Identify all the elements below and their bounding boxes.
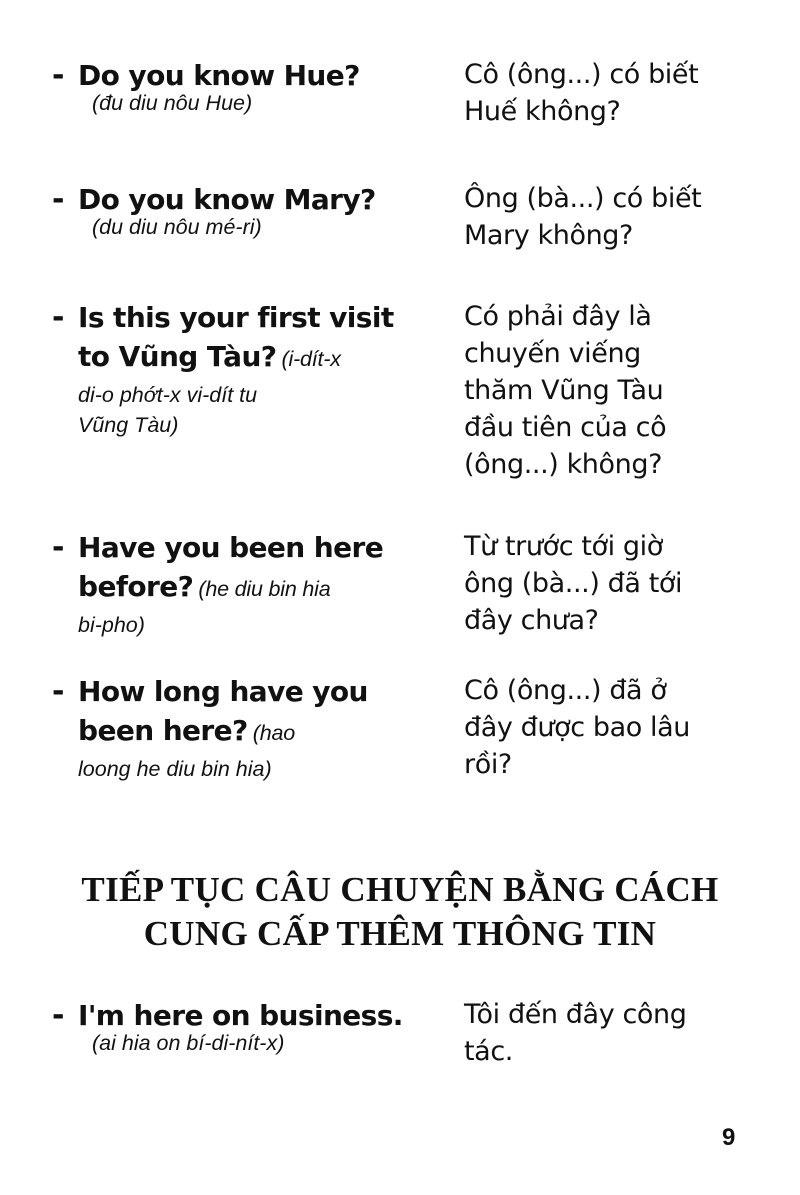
vietnamese-translation bbox=[464, 180, 764, 254]
pronunciation: (ai hia on bí-di-nít-x) bbox=[92, 1031, 285, 1055]
english-text: Have you been here bbox=[78, 531, 384, 564]
english-phrase bbox=[78, 996, 448, 1057]
heading-line: TIẾP TỤC CÂU CHUYỆN BẰNG CÁCH bbox=[81, 870, 719, 909]
english-text: Is this your first visit bbox=[78, 301, 394, 334]
english-text: Do you know Mary? bbox=[78, 183, 376, 216]
vietnamese-translation bbox=[464, 298, 764, 483]
vietnamese-line: Ông (bà...) có biết bbox=[464, 183, 702, 214]
vietnamese-line: Tôi đến đây công bbox=[464, 999, 687, 1030]
vietnamese-line: Cô (ông...) đã ở bbox=[464, 675, 667, 706]
vietnamese-line: ông (bà...) đã tới bbox=[464, 568, 683, 599]
vietnamese-line: tác. bbox=[464, 1036, 513, 1067]
bullet-dash: - bbox=[52, 530, 65, 565]
bullet-dash: - bbox=[52, 58, 65, 93]
vietnamese-line: chuyến viếng bbox=[464, 338, 641, 369]
vietnamese-translation bbox=[464, 672, 764, 783]
vietnamese-line: Huế không? bbox=[464, 96, 621, 127]
english-text: Do you know Hue? bbox=[78, 59, 360, 92]
pronunciation-continued: Vũng Tàu) bbox=[78, 413, 179, 437]
section-heading bbox=[0, 868, 800, 956]
pronunciation-continued: di-o phớt-x vi-dít tu bbox=[78, 383, 258, 407]
pronunciation: (he diu bin hia bbox=[198, 577, 331, 601]
english-phrase bbox=[78, 298, 458, 440]
pronunciation: (hao bbox=[252, 721, 295, 745]
vietnamese-line: đây được bao lâu bbox=[464, 712, 690, 743]
page-number: 9 bbox=[722, 1124, 736, 1151]
english-phrase bbox=[78, 180, 438, 241]
vietnamese-line: đầu tiên của cô bbox=[464, 412, 667, 443]
english-phrase bbox=[78, 56, 438, 117]
pronunciation: (du diu nôu mé-ri) bbox=[92, 215, 262, 239]
vietnamese-line: Cô (ông...) có biết bbox=[464, 59, 699, 90]
pronunciation-continued: loong he diu bin hia) bbox=[78, 757, 272, 781]
heading-line: CUNG CẤP THÊM THÔNG TIN bbox=[143, 914, 657, 953]
english-text: to Vũng Tàu? bbox=[78, 340, 277, 373]
bullet-dash: - bbox=[52, 182, 65, 217]
vietnamese-line: đây chưa? bbox=[464, 605, 599, 636]
bullet-dash: - bbox=[52, 300, 65, 335]
vietnamese-line: Có phải đây là bbox=[464, 301, 652, 332]
english-text: How long have you bbox=[78, 675, 368, 708]
english-text: been here? bbox=[78, 714, 248, 747]
vietnamese-line: (ông...) không? bbox=[464, 449, 663, 480]
english-phrase bbox=[78, 672, 448, 784]
english-phrase bbox=[78, 528, 448, 640]
english-text: before? bbox=[78, 570, 194, 603]
vietnamese-line: Mary không? bbox=[464, 220, 633, 251]
bullet-dash: - bbox=[52, 674, 65, 709]
pronunciation: (đu diu nôu Hue) bbox=[92, 91, 253, 115]
vietnamese-translation bbox=[464, 996, 764, 1070]
bullet-dash: - bbox=[52, 998, 65, 1033]
vietnamese-line: rồi? bbox=[464, 749, 512, 780]
vietnamese-translation bbox=[464, 528, 764, 639]
vietnamese-line: thăm Vũng Tàu bbox=[464, 375, 664, 406]
vietnamese-translation bbox=[464, 56, 764, 130]
vietnamese-line: Từ trước tới giờ bbox=[464, 531, 663, 562]
pronunciation-continued: bi-pho) bbox=[78, 613, 145, 637]
english-text: I'm here on business. bbox=[78, 999, 403, 1032]
pronunciation: (i-dít-x bbox=[281, 347, 341, 371]
